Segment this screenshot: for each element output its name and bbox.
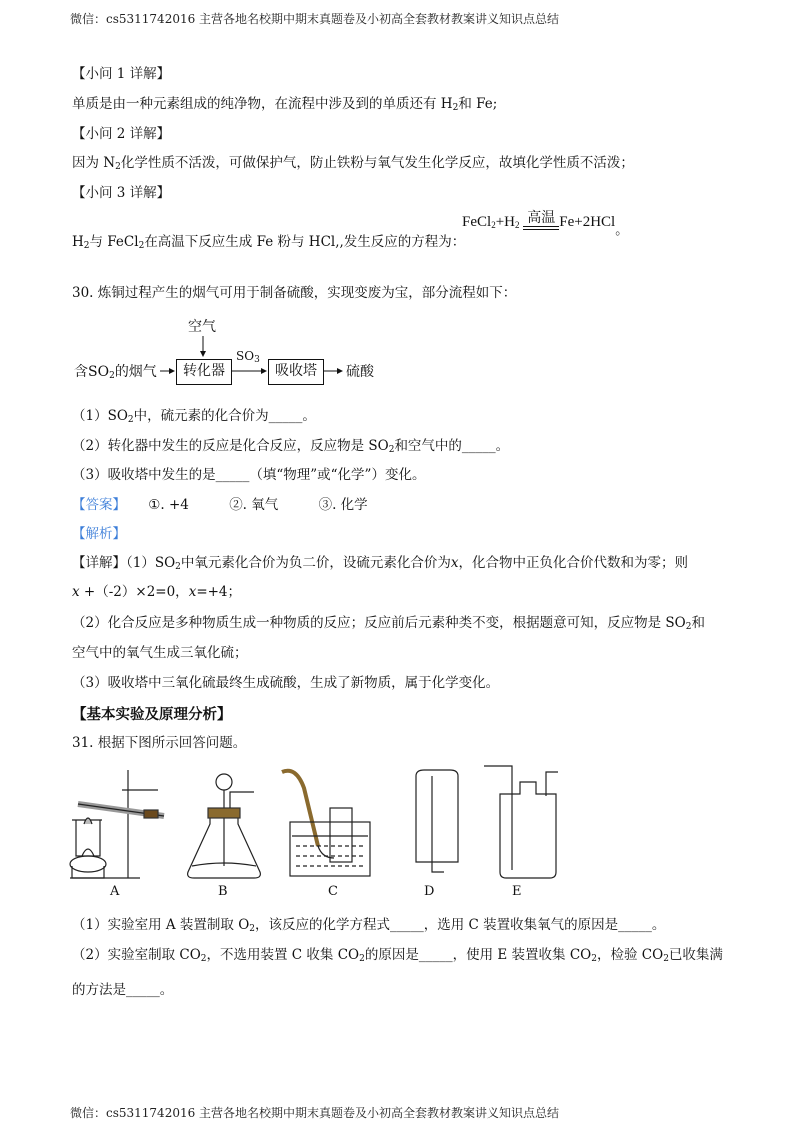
apparatus-c	[282, 771, 370, 876]
q30-sub2: （2）转化器中发生的反应是化合反应，反应物是 $SO_2$和空气中的_____。	[72, 438, 510, 455]
flow-reactor-box: 转化器	[176, 359, 232, 385]
detail-line2: x +（-2）×2=0，x=+4；	[72, 584, 242, 600]
flow-tower-box: 吸收塔	[268, 359, 324, 385]
q31-sub2-cont: 的方法是_____。	[72, 982, 174, 998]
detail-line5: （3）吸收塔中三氧化硫最终生成硫酸，生成了新物质，属于化学变化。	[72, 675, 500, 691]
label-e: E	[512, 884, 522, 899]
q30-sub1: $(1)SO_2$中，硫元素的化合价为_____。	[72, 408, 316, 425]
detail-line1: 【详解】$(1)SO_2$中氧元素化合价为负二价，设硫元素化合价为x，化合物中正负化合价代数和为零；则	[72, 555, 689, 572]
answer-row: 【答案】 ①. +4 ②. 氧气 ③. 化学	[72, 497, 368, 513]
apparatus-d	[416, 770, 458, 872]
flow-input-label: 含$SO_2$的烟气	[74, 364, 157, 381]
reaction-condition: 高温	[523, 212, 559, 227]
detail-line4: 空气中的氧气生成三氧化硫；	[72, 645, 248, 661]
label-a: A	[110, 884, 120, 899]
q31-sub2: （2）实验室制取 $CO_2$，不选用装置 C 收集 $CO_2$的原因是_____，使用 E 装置收集 $CO_2$，检验 $CO_2$已收集满	[72, 947, 723, 964]
subq3-text: $H_2$与 FeCl$_2$在高温下反应生成 Fe 粉与 HCl,,发生反应的方程为：	[72, 234, 466, 251]
flow-so3-label: $SO_3$	[236, 349, 260, 365]
label-b: B	[218, 884, 228, 899]
page-header: 微信：cs5311742016 主营各地名校期中期末真题卷及小初高全套教材教案讲义知识点总结	[70, 12, 560, 26]
label-c: C	[328, 884, 338, 899]
apparatus-e	[484, 766, 558, 878]
apparatus-a	[70, 770, 164, 878]
q30-sub3: （3）吸收塔中发生的是_____（填“物理”或“化学”）变化。	[72, 467, 426, 483]
flow-arrows	[0, 0, 800, 400]
analysis-label: 【解析】	[72, 526, 126, 542]
q31-stem: 31. 根据下图所示回答问题。	[72, 735, 247, 751]
q31-sub1: （1）实验室用 A 装置制取 $O_2$，该反应的化学方程式_____，选用 C 装置收集氧气的原因是_____。	[72, 917, 666, 934]
apparatus-b	[188, 774, 261, 878]
flow-output-label: 硫酸	[346, 364, 374, 380]
flow-air-label: 空气	[188, 319, 216, 335]
subq1-text: 单质是由一种元素组成的纯净物，在流程中涉及到的单质还有 $H_2$和 Fe;	[72, 96, 498, 113]
subq1-title: 【小问 1 详解】	[72, 66, 171, 82]
page-footer: 微信：cs5311742016 主营各地名校期中期末真题卷及小初高全套教材教案讲义知识点总结	[70, 1106, 560, 1120]
subq2-title: 【小问 2 详解】	[72, 126, 171, 142]
detail-line3: （2）化合反应是多种物质生成一种物质的反应；反应前后元素种类不变，根据题意可知，反应物是 $SO_2$和	[72, 615, 705, 632]
label-d: D	[424, 884, 435, 899]
subq2-text: 因为 $N_2$化学性质不活泼，可做保护气，防止铁粉与氧气发生化学反应，故填化学性质不活泼；	[72, 155, 634, 172]
q30-stem: 30. 炼铜过程产生的烟气可用于制备硫酸，实现变废为宝，部分流程如下：	[72, 285, 517, 301]
section-title: 【基本实验及原理分析】	[72, 706, 232, 723]
answer-label: 【答案】	[72, 497, 126, 513]
chemical-equation: $FeCl_2+H_2$ 高温 Fe+2HCl。	[462, 211, 629, 237]
apparatus-figure	[60, 762, 560, 892]
subq3-title: 【小问 3 详解】	[72, 185, 171, 201]
